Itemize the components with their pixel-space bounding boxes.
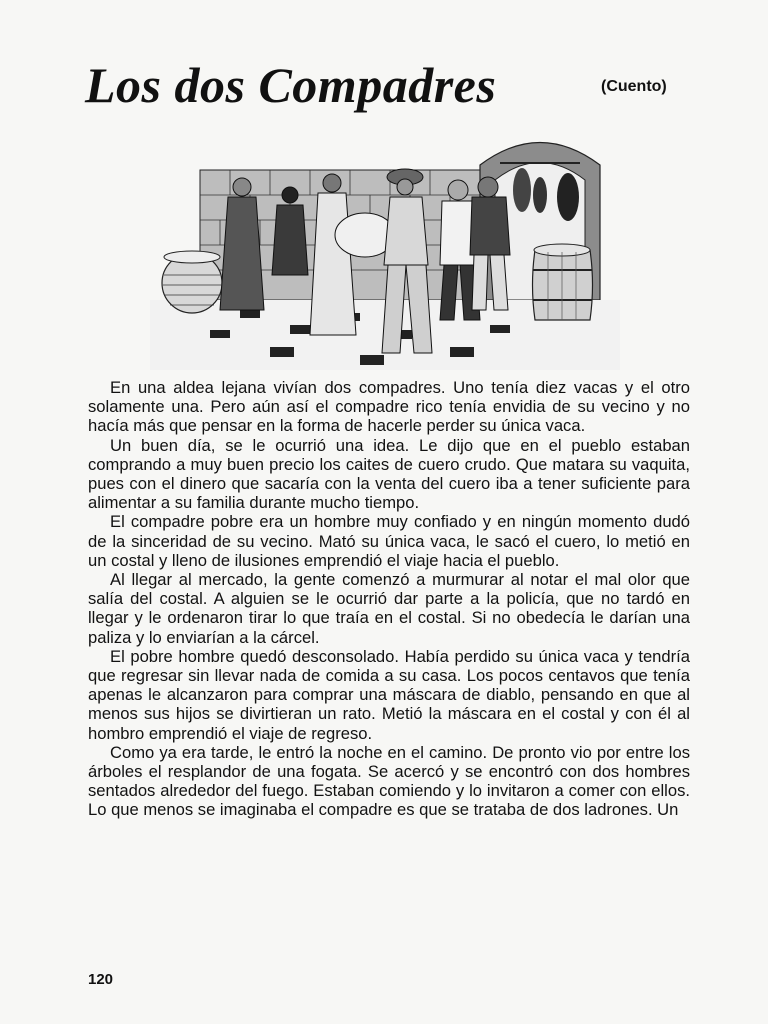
story-text: [88, 378, 690, 820]
page-subtitle: (Cuento): [601, 78, 667, 95]
paragraph-6: Como ya era tarde, le entró la noche en el camino. De pronto vio por entre los árboles el resplandor de una fogata. Se acercó y se encontró con dos hombres sentados alrededor del fuego. Estaban comiendo y lo invitaron a comer con ellos. Lo que menos se imaginaba el compadre es que se trataba de dos ladrones. Un: [88, 742, 690, 820]
paragraph-3: El compadre pobre era un hombre muy confiado y en ningún momento dudó de la sinceridad de su vecino. Mató su única vaca, le sacó el cuero, lo metió en un costal y lleno de ilusiones emprendió el viaje hacia el pueblo.: [88, 512, 690, 570]
paragraph-1: En una aldea lejana vivían dos compadres. Uno tenía diez vacas y el otro solamente una. Pero aún así el compadre rico tenía envidia de su vecino y no hacía más que pensar en la forma de hacerle perder su única vaca.: [88, 378, 690, 436]
paragraph-2: Un buen día, se le ocurrió una idea. Le dijo que en el pueblo estaban comprando a muy buen precio los caites de cuero crudo. Que matara su vaquita, pues con el dinero que sacaría con la venta del cuero iba a tener suficiente para alimentar a su familia durante mucho tiempo.: [88, 435, 690, 513]
page-number: 120: [88, 971, 114, 988]
title-row: [85, 55, 705, 115]
page-title: Los dos Compadres: [85, 57, 497, 113]
paragraph-4: Al llegar al mercado, la gente comenzó a murmurar al notar el mal olor que salía del costal. A alguien se le ocurrió dar parte a la policía, que no tardó en llegar y le ordenaron tirar lo que traía en el costal. Si no obedecía le darían una paliza y lo enviarían a la cárcel.: [88, 570, 690, 647]
barrel: [533, 244, 593, 320]
basket: [162, 251, 222, 313]
paragraph-5: El pobre hombre quedó desconsolado. Había perdido su única vaca y tendría que regresar sin llevar nada de comida a su casa. Los pocos centavos que tenía apenas le alcanzaron para comprar una máscara de diablo, pensando en que al menos sus hijos se divirtieran un rato. Metió la máscara en el costal y con él al hombro emprendió el viaje de regreso.: [88, 646, 690, 743]
market-scene-illustration: [150, 125, 620, 370]
